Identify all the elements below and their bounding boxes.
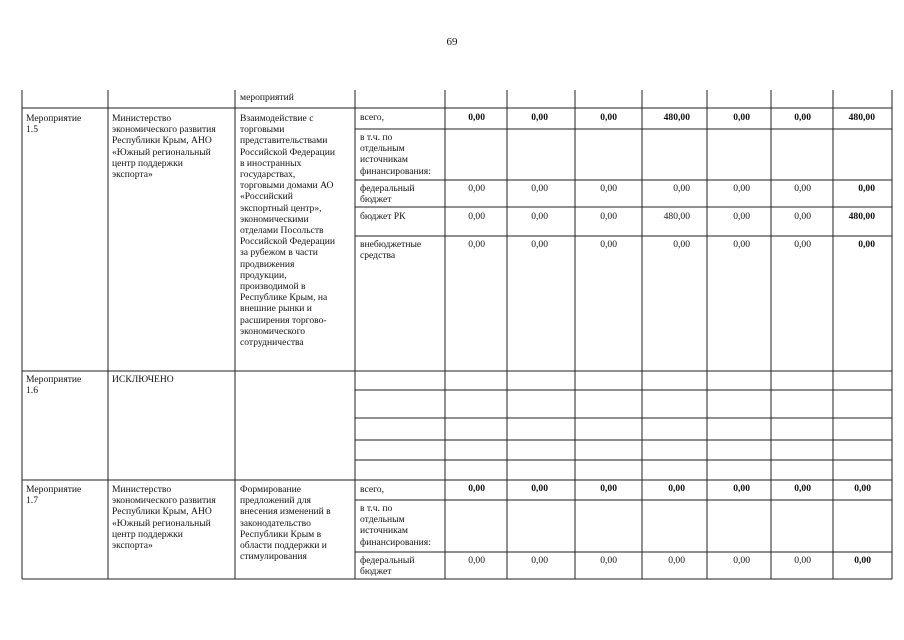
value-cell: 0,00	[794, 211, 811, 222]
value-cell: 0,00	[600, 555, 617, 566]
source-breakdown: в т.ч. по отдельным источникам финансирования:	[360, 132, 431, 177]
value-cell: 480,00	[848, 112, 875, 123]
value-cell: 0,00	[733, 211, 750, 222]
event-label: Мероприятие 1.6	[26, 374, 82, 397]
value-cell: 0,00	[531, 483, 548, 494]
value-cell: 0,00	[531, 183, 548, 194]
value-cell: 480,00	[663, 211, 690, 222]
value-cell: 0,00	[531, 239, 548, 250]
value-cell: 0,00	[668, 555, 685, 566]
source-total: всего,	[360, 112, 384, 123]
source-extra: внебюджетные средства	[360, 239, 422, 262]
value-cell: 0,00	[733, 483, 750, 494]
value-cell: 0,00	[794, 112, 811, 123]
source-breakdown: в т.ч. по отдельным источникам финансирования:	[360, 503, 431, 548]
event-executor: ИСКЛЮЧЕНО	[112, 374, 174, 385]
value-cell: 0,00	[733, 555, 750, 566]
value-cell: 0,00	[468, 183, 485, 194]
source-rk: бюджет РК	[360, 211, 406, 222]
value-cell: 480,00	[663, 112, 690, 123]
source-federal: федеральный бюджет	[360, 555, 415, 578]
event-description: Формирование предложений для внесения изменений в законодательство Республики Крым в области поддержки и стимулирования	[240, 484, 331, 563]
page-number: 69	[446, 36, 458, 48]
value-cell: 0,00	[600, 112, 617, 123]
source-total: всего,	[360, 484, 384, 495]
value-cell: 0,00	[673, 239, 690, 250]
value-cell: 0,00	[854, 555, 871, 566]
value-cell: 0,00	[668, 483, 685, 494]
event-label: Мероприятие 1.7	[26, 484, 82, 507]
value-cell: 0,00	[858, 183, 875, 194]
event-executor: Министерство экономического развития Республики Крым, АНО «Южный региональный центр поддержки экспорта»	[112, 113, 216, 181]
value-cell: 0,00	[600, 183, 617, 194]
value-cell: 0,00	[794, 239, 811, 250]
event-label: Мероприятие 1.5	[26, 113, 82, 136]
value-cell: 0,00	[600, 211, 617, 222]
value-cell: 0,00	[531, 555, 548, 566]
value-cell: 0,00	[794, 183, 811, 194]
value-cell: 0,00	[673, 183, 690, 194]
value-cell: 0,00	[468, 211, 485, 222]
value-cell: 0,00	[854, 483, 871, 494]
value-cell: 0,00	[733, 239, 750, 250]
event-description: Взаимодействие с торговыми представительствами Российской Федерации в иностранных государствах, торговыми домами АО «Российский экспортный центр», экономическими отделами Посольств Российской Федерации за рубежом в части продвижения продукции, производимой в Республике Крым, на внешние рынки и расширения торгово- экономического сотрудничества	[240, 113, 335, 349]
event-executor: Министерство экономического развития Республики Крым, АНО «Южный региональный центр поддержки экспорта»	[112, 484, 216, 552]
value-cell: 0,00	[531, 211, 548, 222]
value-cell: 0,00	[733, 112, 750, 123]
value-cell: 0,00	[733, 183, 750, 194]
value-cell: 0,00	[531, 112, 548, 123]
value-cell: 0,00	[794, 483, 811, 494]
value-cell: 0,00	[858, 239, 875, 250]
continuation-text: мероприятий	[240, 92, 294, 103]
source-federal: федеральный бюджет	[360, 183, 415, 206]
value-cell: 480,00	[848, 211, 875, 222]
value-cell: 0,00	[468, 555, 485, 566]
value-cell: 0,00	[468, 112, 485, 123]
value-cell: 0,00	[600, 483, 617, 494]
value-cell: 0,00	[794, 555, 811, 566]
value-cell: 0,00	[468, 483, 485, 494]
value-cell: 0,00	[600, 239, 617, 250]
value-cell: 0,00	[468, 239, 485, 250]
